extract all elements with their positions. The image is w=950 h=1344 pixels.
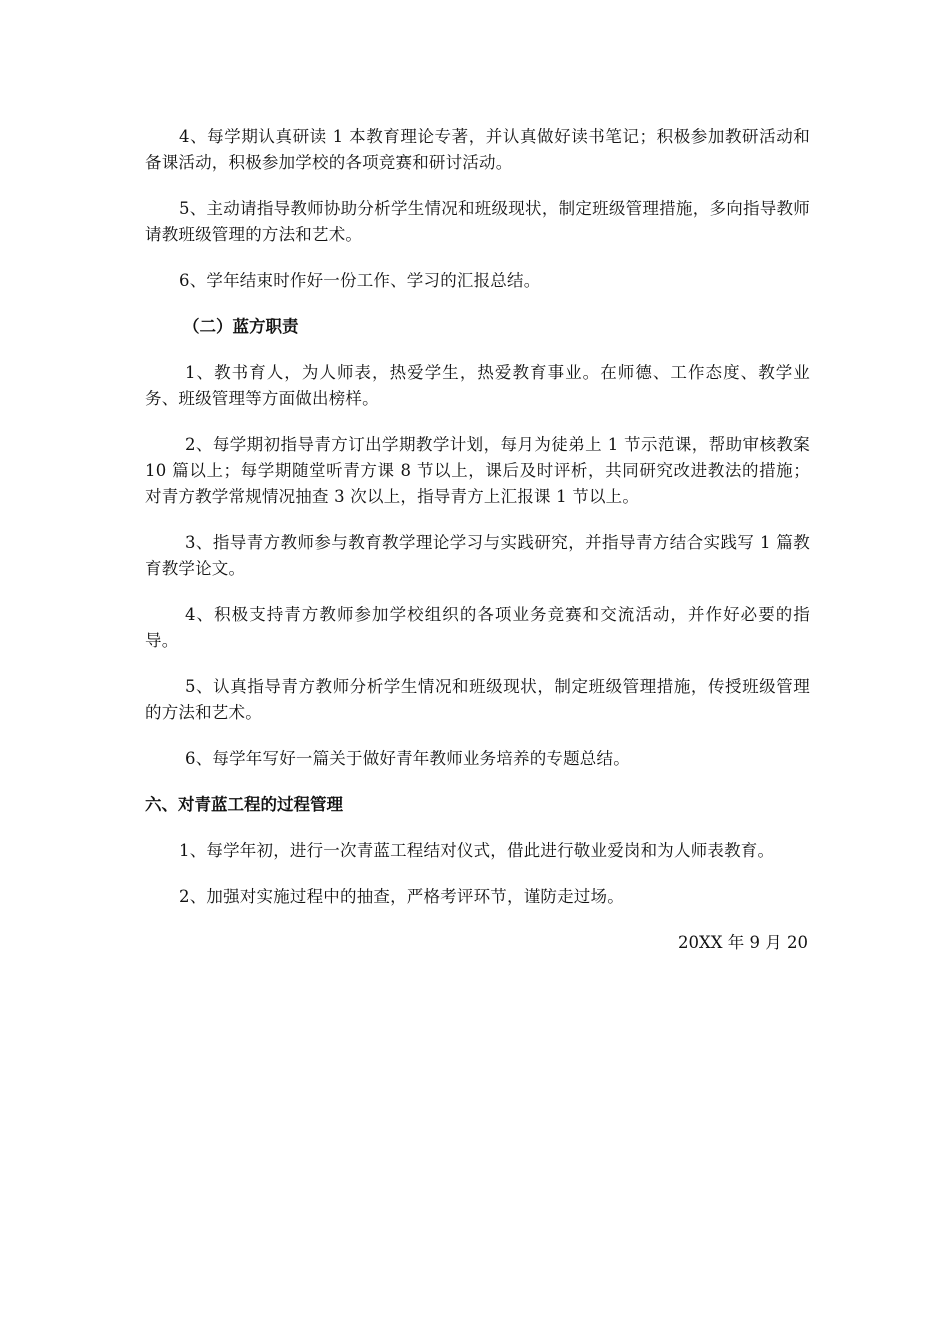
document-date: 20XX 年 9 月 20 <box>678 933 808 952</box>
document-page <box>145 124 810 956</box>
paragraph-blue-6: 6、每学年写好一篇关于做好青年教师业务培养的专题总结。 <box>185 749 630 768</box>
paragraph-blue-4: 4、积极支持青方教师参加学校组织的各项业务竞赛和交流活动，并作好必要的指导。 <box>145 605 810 650</box>
paragraph-blue-2: 2、每学期初指导青方订出学期教学计划，每月为徒弟上 1 节示范课，帮助审核教案 10 篇以上；每学期随堂听青方课 8 节以上，课后及时评析，共同研究改进教法的措施；对青方教学常规情况抽查 3 次以上，指导青方上汇报课 1 节以上。 <box>145 435 810 506</box>
section-heading-blue-duties: （二）蓝方职责 <box>183 317 299 336</box>
paragraph-top-5: 5、主动请指导教师协助分析学生情况和班级现状，制定班级管理措施，多向指导教师请教班级管理的方法和艺术。 <box>145 199 810 244</box>
section-heading-process-management: 六、对青蓝工程的过程管理 <box>145 795 343 814</box>
paragraph-six-1: 1、每学年初，进行一次青蓝工程结对仪式，借此进行敬业爱岗和为人师表教育。 <box>179 841 775 860</box>
paragraph-blue-1: 1、教书育人，为人师表，热爱学生，热爱教育事业。在师德、工作态度、教学业务、班级管理等方面做出榜样。 <box>145 363 810 408</box>
paragraph-top-6: 6、学年结束时作好一份工作、学习的汇报总结。 <box>179 271 541 290</box>
paragraph-blue-5: 5、认真指导青方教师分析学生情况和班级现状，制定班级管理措施，传授班级管理的方法和艺术。 <box>145 677 810 722</box>
paragraph-top-4: 4、每学期认真研读 1 本教育理论专著，并认真做好读书笔记；积极参加教研活动和备课活动，积极参加学校的各项竞赛和研讨活动。 <box>145 127 810 172</box>
paragraph-six-2: 2、加强对实施过程中的抽查，严格考评环节，谨防走过场。 <box>179 887 624 906</box>
paragraph-blue-3: 3、指导青方教师参与教育教学理论学习与实践研究，并指导青方结合实践写 1 篇教育教学论文。 <box>145 533 810 578</box>
